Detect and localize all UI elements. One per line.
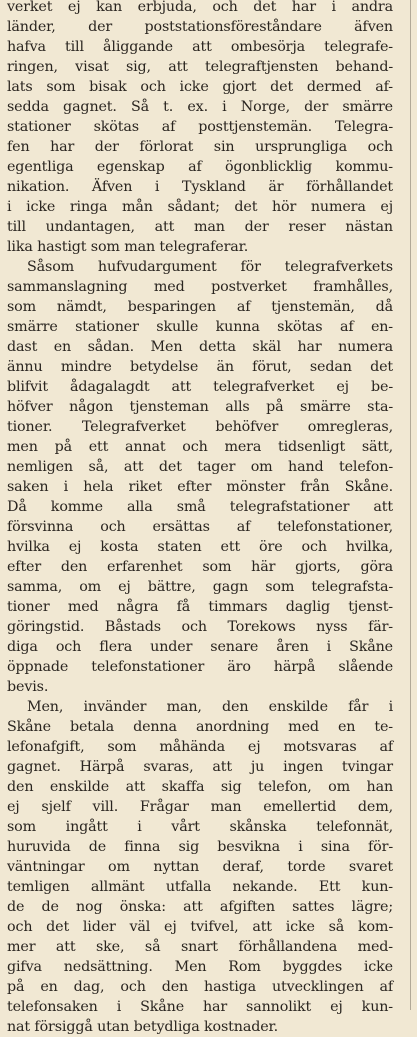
text-line: lats som bisak och icke gjort det dermed af-	[7, 79, 393, 95]
text-line: höfver någon tjensteman alls på smärre sta-	[7, 399, 393, 415]
text-line: fen har der förlorat sin ursprungliga och	[7, 139, 393, 155]
column-rule	[410, 0, 411, 1010]
text-line: tioner. Telegrafverket behöfver omregleras,	[7, 419, 393, 435]
text-line: Då komme alla små telegrafstationer att	[7, 499, 393, 515]
text-line: telefonsaken i Skåne har sannolikt ej kun-	[7, 999, 393, 1015]
text-line: Men, invänder man, den enskilde får i	[27, 699, 393, 715]
article-text	[7, 0, 393, 1037]
text-line: länder, der poststationsföreståndare äfven	[7, 19, 393, 35]
paragraph-3	[7, 697, 393, 1037]
text-line: göringstid. Båstads och Torekows nyss fär-	[7, 619, 393, 635]
text-line: ej sjelf vill. Frågar man emellertid dem,	[7, 799, 393, 815]
text-line: bevis.	[7, 679, 49, 695]
text-line: egentliga egenskap af ögonblicklig kommu-	[7, 159, 393, 175]
text-line: som nämdt, besparingen af tjenstemän, då	[7, 299, 393, 315]
text-line: den enskilde att skaffa sig telefon, om han	[7, 779, 393, 795]
text-line: nat försiggå utan betydliga kostnader.	[7, 1019, 279, 1035]
text-line: blifvit ådagalagdt att telegrafverket ej be-	[7, 379, 393, 395]
text-line: öppnade telefonstationer äro härpå slående	[7, 659, 393, 675]
text-line: stationer skötas af posttjenstemän. Telegra-	[7, 119, 393, 135]
text-line: nikation. Äfven i Tyskland är förhållandet	[7, 179, 393, 195]
text-line: på en dag, och den hastiga utvecklingen af	[7, 979, 393, 995]
text-line: efter den erfarenhet som här gjorts, göra	[7, 559, 393, 575]
text-line: diga och flera under senare åren i Skåne	[7, 639, 393, 655]
text-line: nemligen så, att det tager om hand telefon-	[7, 459, 393, 475]
paragraph-2	[7, 257, 393, 697]
text-line: de de nog önska: att afgiften sattes lägre;	[7, 899, 393, 915]
text-line: huruvida de finna sig besvikna i sina för-	[7, 839, 393, 855]
paragraph-1	[7, 0, 393, 257]
text-line: hvilka ej kosta staten ett öre och hvilka,	[7, 539, 393, 555]
text-line: saken i hela riket efter mönster från Skåne.	[7, 479, 393, 495]
text-line: som ingått i vårt skånska telefonnät,	[7, 819, 393, 835]
text-line: sedda gagnet. Så t. ex. i Norge, der smärre	[7, 99, 393, 115]
text-line: men på ett annat och mera tidsenligt sätt,	[7, 439, 393, 455]
text-line: sammanslagning med postverket framhålles,	[7, 279, 393, 295]
text-line: lika hastigt som man telegraferar.	[7, 239, 249, 255]
text-line: väntningar om nyttan deraf, torde svaret	[7, 859, 393, 875]
text-line: till undantagen, att man der reser nästan	[7, 219, 393, 235]
text-line: temligen allmänt utfalla nekande. Ett kun-	[7, 879, 393, 895]
text-line: samma, om ej bättre, gagn som telegrafsta-	[7, 579, 393, 595]
text-line: ringen, visat sig, att telegraftjensten behand-	[7, 59, 393, 75]
text-line: Såsom hufvudargument för telegrafverkets	[27, 259, 393, 275]
text-line: gifva nedsättning. Men Rom byggdes icke	[7, 959, 393, 975]
text-line: och det lider väl ej tvifvel, att icke så kom-	[7, 919, 393, 935]
text-line: försvinna och ersättas af telefonstationer,	[7, 519, 393, 535]
text-line: smärre stationer skulle kunna skötas af en-	[7, 319, 393, 335]
text-line: mer att ske, så snart förhållandena med-	[7, 939, 393, 955]
text-line: Skåne betala denna anordning med en te-	[7, 719, 393, 735]
text-line: verket ej kan erbjuda, och det har i andra	[7, 0, 393, 15]
text-line: gagnet. Härpå svaras, att ju ingen tvingar	[7, 759, 393, 775]
text-line: lefonafgift, som måhända ej motsvaras af	[7, 739, 393, 755]
text-line: hafva till åliggande att ombesörja telegrafe-	[7, 39, 393, 55]
text-line: ännu mindre betydelse än förut, sedan det	[7, 359, 393, 375]
text-line: tioner med några få timmars daglig tjenst-	[7, 599, 393, 615]
text-line: dast en sådan. Men detta skäl har numera	[7, 339, 393, 355]
text-line: i icke ringa mån sådant; det hör numera ej	[7, 199, 393, 215]
